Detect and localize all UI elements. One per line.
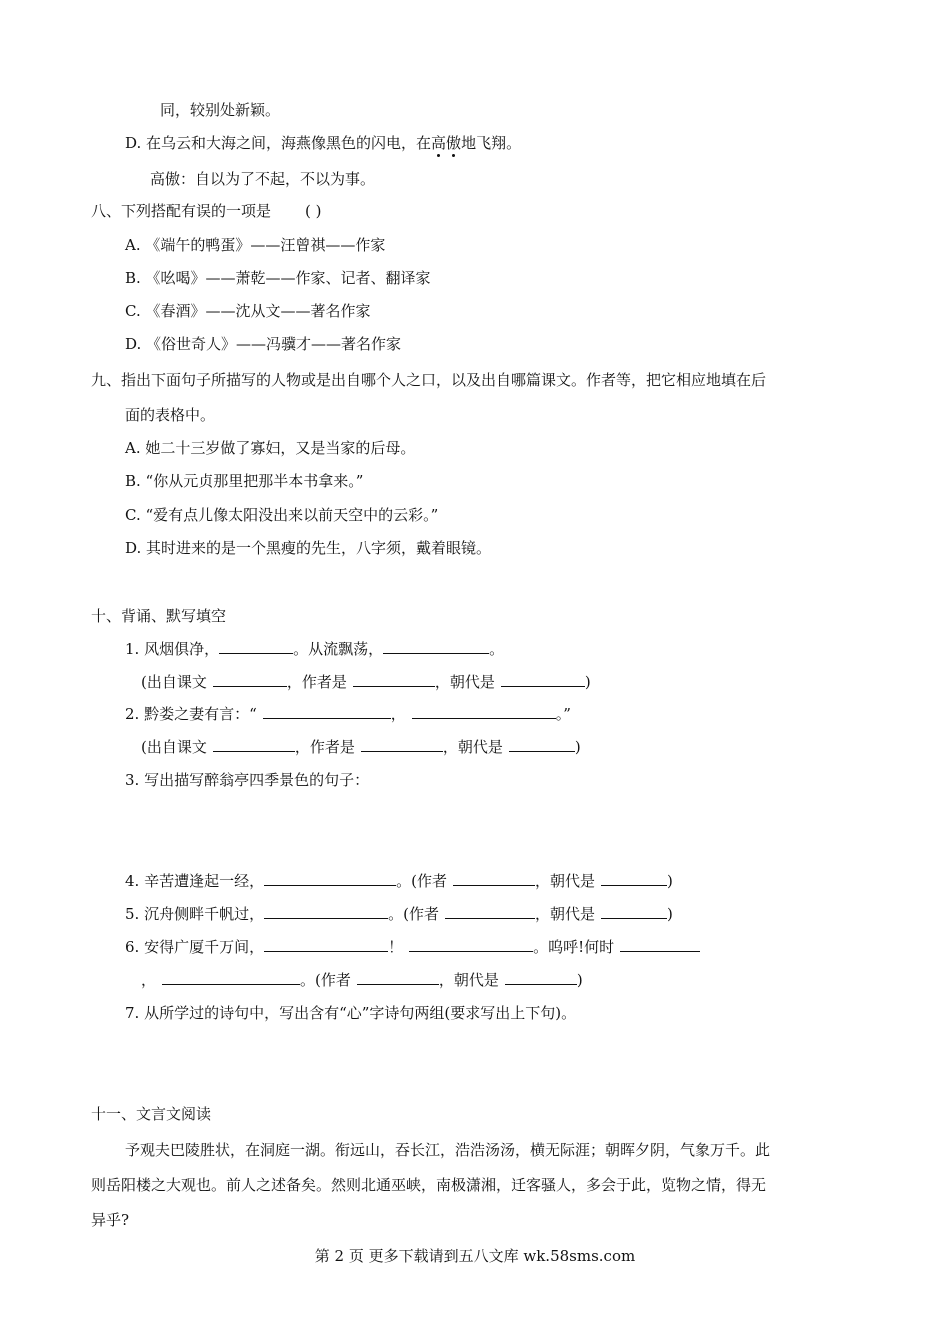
q11-passage-line3: 异乎? <box>91 1211 130 1229</box>
q8-title-text: 八、下列搭配有误的一项是 <box>91 202 272 220</box>
q9-title-line1: 九、指出下面句子所描写的人物或是出自哪个人之口，以及出自哪篇课文。作者等，把它相应地填在后 <box>91 371 767 389</box>
blank[interactable] <box>453 871 535 886</box>
q10-item-7: 7. 从所学过的诗句中，写出含有“心”字诗句两组(要求写出上下句)。 <box>125 1004 577 1022</box>
q8-option-d: D. 《俗世奇人》——冯骥才——著名作家 <box>125 335 402 353</box>
q10-item-1-source <box>141 672 591 692</box>
q10-item-6 <box>125 937 700 957</box>
q10-item-2-text-3: 。” <box>555 705 571 723</box>
page-footer: 第 2 页 更多下载请到五八文库 wk.58sms.com <box>314 1247 636 1265</box>
blank[interactable] <box>357 970 439 985</box>
q10-item-6-text: 6. 安得广厦千万间， <box>125 938 265 956</box>
blank[interactable] <box>445 904 535 919</box>
close-paren: ) <box>574 738 581 756</box>
blank[interactable] <box>361 737 443 752</box>
blank[interactable] <box>601 871 667 886</box>
blank[interactable] <box>383 639 489 654</box>
answer-paren: ( ) <box>305 202 322 220</box>
dynasty-label: ，朝代是 <box>534 905 595 923</box>
q7-option-d-text-end: 地飞翔。 <box>461 134 522 152</box>
q10-item-3: 3. 写出描写醉翁亭四季景色的句子： <box>125 771 370 789</box>
blank[interactable] <box>264 871 396 886</box>
q10-item-1-text-3: 。 <box>489 640 505 658</box>
q10-item-1-text: 1. 风烟俱净， <box>125 640 220 658</box>
blank[interactable] <box>264 904 388 919</box>
source-label: (出自课文 <box>141 738 207 756</box>
q10-item-4 <box>125 871 673 891</box>
q7-option-d-text: D. 在乌云和大海之间，海燕像黑色的闪电，在 <box>125 134 432 152</box>
q7-option-d-gloss: 高傲：自以为了不起，不以为事。 <box>150 170 376 188</box>
q7-c-continuation: 同，较别处新颖。 <box>160 101 281 119</box>
blank[interactable] <box>353 672 435 687</box>
q8-option-a: A. 《端午的鸭蛋》——汪曾祺——作家 <box>125 236 386 254</box>
q10-item-2-text-2: ， <box>390 705 406 723</box>
close-paren: ) <box>576 971 583 989</box>
dynasty-label: ，朝代是 <box>434 673 495 691</box>
blank[interactable] <box>501 672 585 687</box>
q10-item-2-text: 2. 黔娄之妻有言：“ <box>125 705 257 723</box>
q10-item-6-text-4: ， <box>141 971 157 989</box>
q11-passage-line2: 则岳阳楼之大观也。前人之述备矣。然则北通巫峡，南极潇湘，迁客骚人，多会于此，览物之情，得无 <box>91 1176 767 1194</box>
q10-title: 十、背诵、默写填空 <box>91 607 227 625</box>
blank[interactable] <box>505 970 577 985</box>
q10-item-2-source <box>141 737 581 757</box>
blank[interactable] <box>620 937 700 952</box>
q10-item-6-text-2: ！ <box>388 938 404 956</box>
blank[interactable] <box>219 639 293 654</box>
q9-title-line2: 面的表格中。 <box>125 406 216 424</box>
dynasty-label: ，朝代是 <box>534 872 595 890</box>
q9-option-d: D. 其时进来的是一个黑瘦的先生，八字须，戴着眼镜。 <box>125 539 492 557</box>
blank[interactable] <box>412 704 556 719</box>
emphasis-char-2: 傲 <box>446 134 462 152</box>
q9-option-c: C. “爱有点儿像太阳没出来以前天空中的云彩。” <box>125 506 439 524</box>
author-label: ，作者是 <box>294 738 355 756</box>
author-label: 。(作者 <box>388 905 439 923</box>
emphasis-char-1: 高 <box>431 134 447 152</box>
q9-option-b: B. “你从元贞那里把那半本书拿来。” <box>125 472 364 490</box>
blank[interactable] <box>409 937 533 952</box>
q10-item-5 <box>125 904 673 924</box>
q11-passage-line1: 予观夫巴陵胜状，在洞庭一湖。衔远山，吞长江，浩浩汤汤，横无际涯；朝晖夕阴，气象万千。此 <box>125 1141 771 1159</box>
q10-item-4-text: 4. 辛苦遭逢起一经， <box>125 872 265 890</box>
q10-item-1 <box>125 639 504 659</box>
dynasty-label: ，朝代是 <box>442 738 503 756</box>
q10-item-5-text: 5. 沉舟侧畔千帆过， <box>125 905 265 923</box>
blank[interactable] <box>601 904 667 919</box>
blank[interactable] <box>509 737 575 752</box>
blank[interactable] <box>213 672 287 687</box>
q8-option-c: C. 《春酒》——沈从文——著名作家 <box>125 302 371 320</box>
author-label: ，作者是 <box>286 673 347 691</box>
blank[interactable] <box>213 737 295 752</box>
q11-title: 十一、文言文阅读 <box>91 1105 212 1123</box>
q8-title <box>91 201 322 221</box>
q10-item-6-text-3: 。呜呼!何时 <box>533 938 615 956</box>
q10-item-2 <box>125 704 571 724</box>
q7-option-d <box>125 133 521 153</box>
dynasty-label: ，朝代是 <box>438 971 499 989</box>
q10-item-6-cont <box>141 970 583 990</box>
blank[interactable] <box>264 937 388 952</box>
source-label: (出自课文 <box>141 673 207 691</box>
blank[interactable] <box>263 704 391 719</box>
close-paren: ) <box>666 872 673 890</box>
q9-option-a: A. 她二十三岁做了寡妇，又是当家的后母。 <box>125 439 416 457</box>
author-label: 。(作者 <box>300 971 351 989</box>
q10-item-1-text-2: 。从流飘荡， <box>293 640 384 658</box>
close-paren: ) <box>584 673 591 691</box>
close-paren: ) <box>666 905 673 923</box>
blank[interactable] <box>162 970 300 985</box>
author-label: 。(作者 <box>396 872 447 890</box>
q8-option-b: B. 《吆喝》——萧乾——作家、记者、翻译家 <box>125 269 431 287</box>
